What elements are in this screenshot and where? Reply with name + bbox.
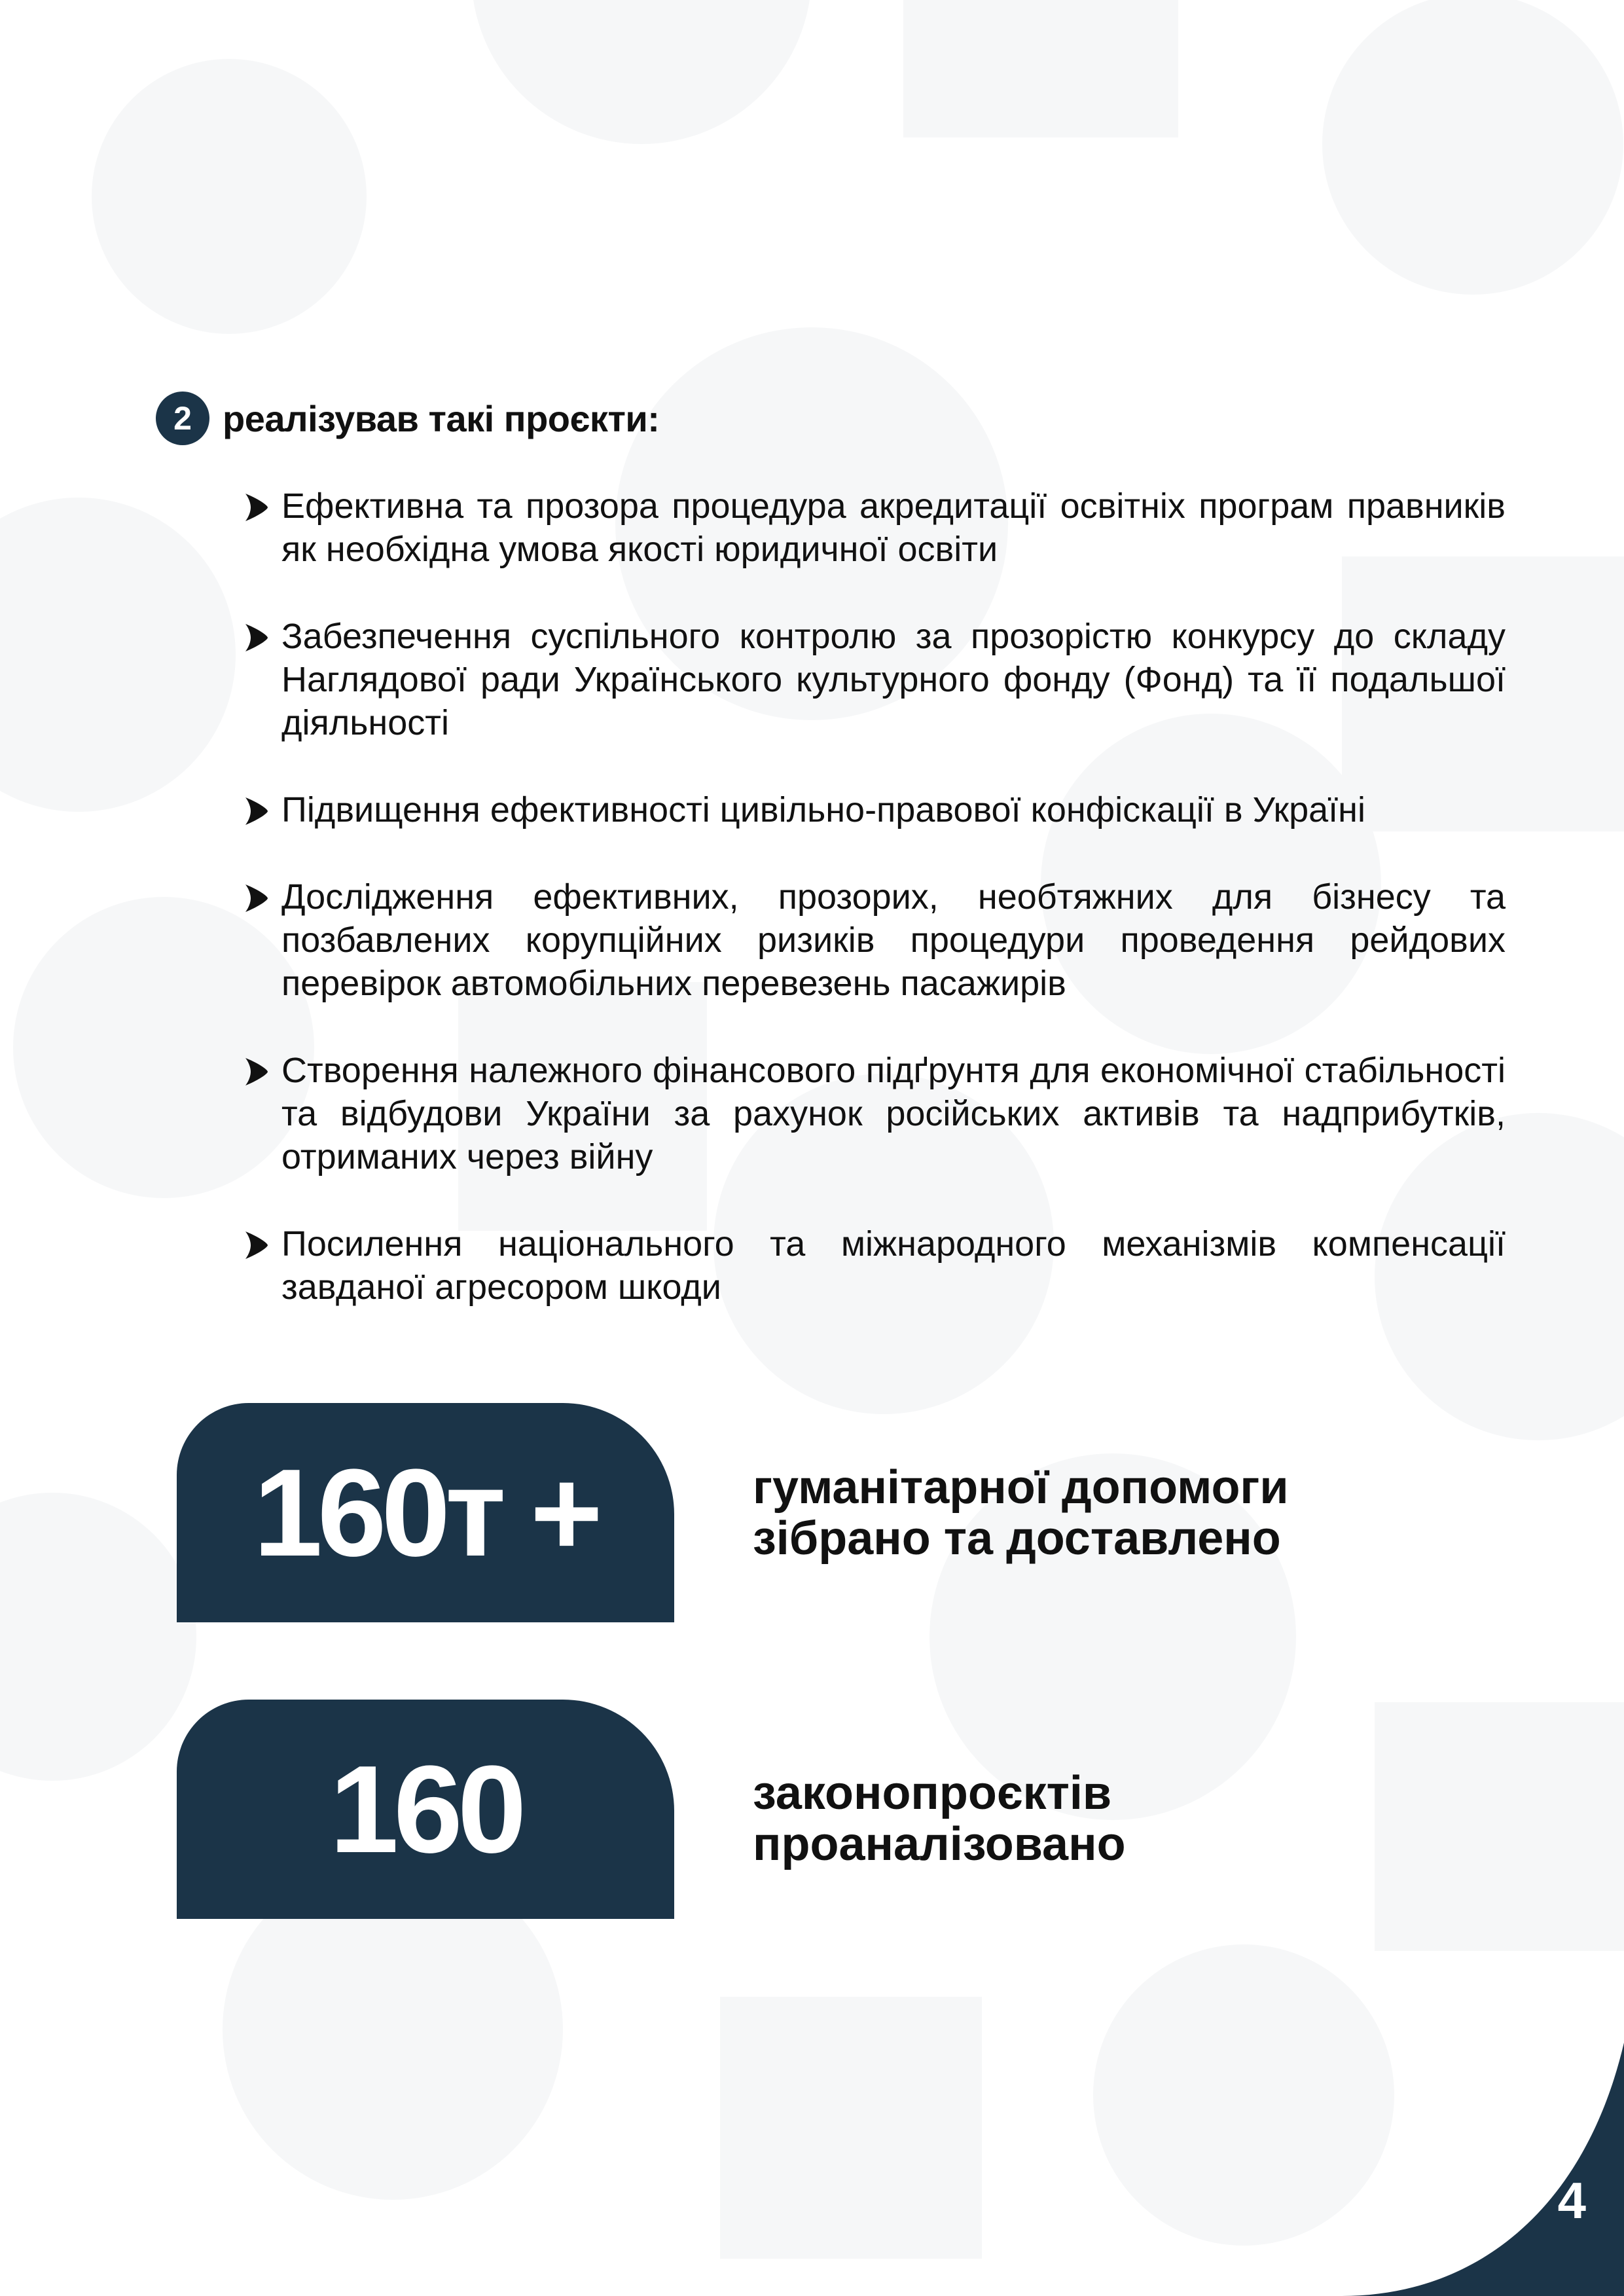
stat-card-bills: [177, 1700, 674, 1919]
section-heading: [156, 392, 659, 445]
project-text: Дослідження ефективних, прозорих, необтяжних для бізнесу та позбавлених корупційних ризиків процедури проведення рейдових перевірок автомобільних перевезень пасажирів: [281, 877, 1506, 1003]
leaf-bullet-icon: [239, 492, 269, 522]
section-number-badge: 2: [156, 392, 209, 445]
stat-label-humanitarian: [753, 1462, 1538, 1564]
stat-label-line: проаналізовано: [753, 1818, 1126, 1870]
leaf-bullet-icon: [239, 1057, 269, 1087]
stat-label-line: законопроєктів: [753, 1767, 1112, 1819]
project-item: [239, 788, 1506, 831]
project-text: Забезпечення суспільного контролю за прозорістю конкурсу до складу Наглядової ради Українського культурного фонду (Фонд) та її подальшої діяльності: [281, 617, 1506, 742]
stat-label-bills: [753, 1768, 1538, 1870]
leaf-bullet-icon: [239, 623, 269, 653]
project-item: [239, 615, 1506, 744]
leaf-bullet-icon: [239, 883, 269, 913]
section-heading-text: реалізував такі проєкти:: [223, 397, 660, 439]
page-number: 4: [1557, 2172, 1586, 2229]
project-text: Створення належного фінансового підґрунтя для економічної стабільності та відбудови України за рахунок російських активів та надприбутків, отриманих через війну: [281, 1051, 1506, 1176]
stat-label-line: зібрано та доставлено: [753, 1512, 1281, 1565]
project-item: [239, 1222, 1506, 1309]
project-text: Підвищення ефективності цивільно-правової конфіскації в Україні: [281, 790, 1365, 829]
projects-list: [239, 484, 1506, 1353]
project-text: Ефективна та прозора процедура акредитації освітніх програм правників як необхідна умова якості юридичної освіти: [281, 486, 1506, 569]
project-item: [239, 484, 1506, 571]
stat-value: 160: [329, 1740, 522, 1879]
project-text: Посилення національного та міжнародного механізмів компенсації завданої агресором шкоди: [281, 1224, 1506, 1307]
project-item: [239, 1049, 1506, 1178]
leaf-bullet-icon: [239, 1230, 269, 1260]
stat-value: 160т +: [253, 1443, 598, 1582]
leaf-bullet-icon: [239, 796, 269, 826]
project-item: [239, 875, 1506, 1005]
stat-card-humanitarian: [177, 1403, 674, 1622]
stat-label-line: гуманітарної допомоги: [753, 1461, 1289, 1514]
